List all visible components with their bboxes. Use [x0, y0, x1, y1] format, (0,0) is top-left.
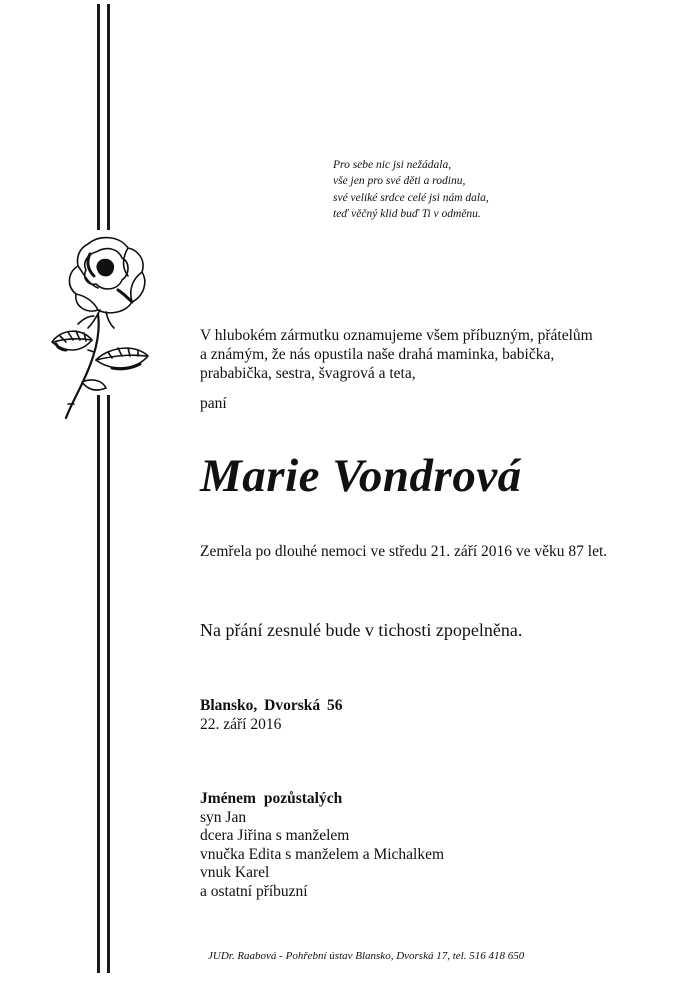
- mourning-line-left-bottom: [97, 395, 100, 973]
- poem-line: své veliké srdce celé jsi nám dala,: [333, 191, 489, 204]
- salutation: paní: [200, 395, 227, 412]
- survivors-heading: Jménem pozůstalých: [200, 790, 343, 807]
- deceased-name: Marie Vondrová: [200, 450, 522, 502]
- poem-line: Pro sebe nic jsi nežádala,: [333, 159, 452, 171]
- intro-line: V hlubokém zármutku oznamujeme všem příbuzným, přátelům: [200, 327, 593, 344]
- address-date: 22. září 2016: [200, 716, 282, 733]
- survivors-block: [200, 790, 444, 902]
- address-block: [200, 696, 343, 734]
- survivor-line: a ostatní příbuzní: [200, 882, 308, 900]
- poem-line: teď věčný klid buď Ti v odměnu.: [333, 207, 481, 220]
- poem: [333, 157, 489, 222]
- survivor-line: vnučka Edita s manželem a Michalkem: [200, 845, 445, 863]
- announcement-intro: [200, 326, 620, 383]
- mourning-line-right-bottom: [107, 395, 110, 973]
- survivor-line: dcera Jiřina s manželem: [200, 827, 350, 845]
- rose-icon: [48, 232, 166, 422]
- poem-line: vše jen pro své děti a rodinu,: [333, 175, 466, 188]
- mourning-line-left-top: [97, 4, 100, 230]
- mourning-line-right-top: [107, 4, 110, 230]
- funeral-home-footer: JUDr. Raabová - Pohřební ústav Blansko, Dvorská 17, tel. 516 418 650: [208, 950, 525, 962]
- survivor-line: vnuk Karel: [200, 864, 270, 882]
- address-place: Blansko, Dvorská 56: [200, 697, 343, 714]
- death-notice: Zemřela po dlouhé nemoci ve středu 21. září 2016 ve věku 87 let.: [200, 543, 608, 560]
- intro-line: a známým, že nás opustila naše drahá maminka, babička,: [200, 346, 555, 363]
- survivor-line: syn Jan: [200, 808, 247, 826]
- intro-line: prababička, sestra, švagrová a teta,: [200, 365, 416, 382]
- cremation-wish: Na přání zesnulé bude v tichosti zpopelněna.: [200, 620, 523, 640]
